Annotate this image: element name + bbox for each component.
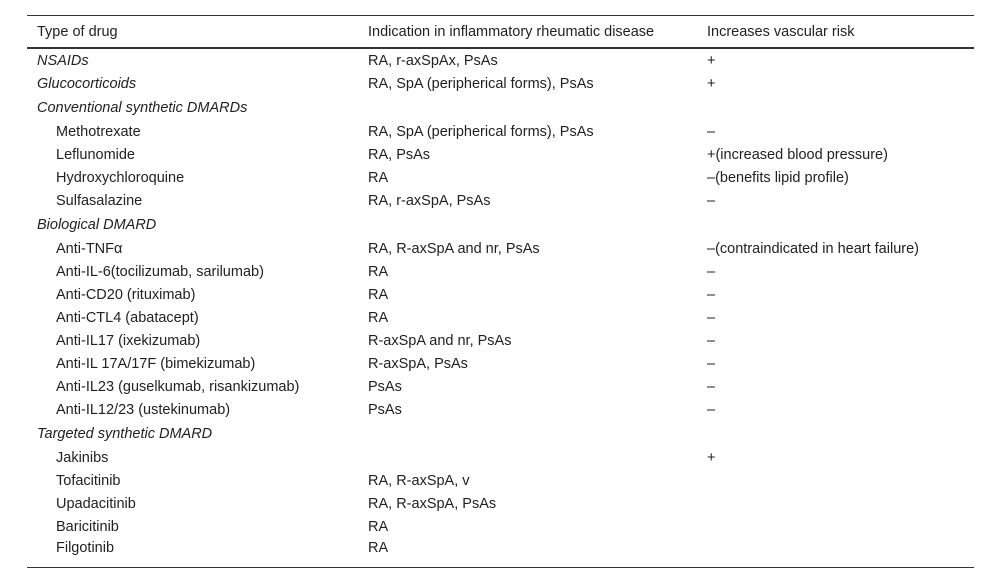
indication-cell: R-axSpA and nr, PsAs xyxy=(368,332,512,349)
risk-cell: – xyxy=(707,355,716,372)
risk-cell: – xyxy=(707,332,716,349)
indication-cell: RA, SpA (peripherical forms), PsAs xyxy=(368,123,594,140)
drug-name-cell: NSAIDs xyxy=(37,52,89,69)
table-row xyxy=(27,446,974,469)
indication-cell: R-axSpA, PsAs xyxy=(368,355,468,372)
drug-name-cell: Jakinibs xyxy=(56,449,109,466)
drug-name-cell: Anti-IL23 (guselkumab, risankizumab) xyxy=(56,378,300,395)
indication-cell: PsAs xyxy=(368,401,402,418)
risk-cell: + xyxy=(707,449,716,466)
risk-cell: + xyxy=(707,75,716,92)
indication-cell: RA xyxy=(368,286,389,303)
table-row xyxy=(27,329,974,352)
table-row xyxy=(27,283,974,306)
risk-cell xyxy=(697,515,974,538)
indication-cell: RA xyxy=(368,309,389,326)
table-header xyxy=(27,16,974,49)
table-row xyxy=(27,492,974,515)
table-body xyxy=(27,48,974,568)
table-row xyxy=(27,375,974,398)
category-row xyxy=(27,421,974,446)
risk-cell: – xyxy=(707,123,716,140)
risk-cell xyxy=(697,538,974,568)
risk-cell: –(contraindicated in heart failure) xyxy=(707,240,919,257)
risk-cell: + xyxy=(707,52,716,69)
indication-cell: RA, r-axSpAx, PsAs xyxy=(368,52,498,69)
drug-name-cell: Hydroxychloroquine xyxy=(56,169,185,186)
table-row xyxy=(27,515,974,538)
drug-name-cell: Baricitinib xyxy=(56,518,119,535)
table-row xyxy=(27,352,974,375)
indication-cell: RA xyxy=(368,540,389,556)
indication-cell xyxy=(358,212,697,237)
indication-cell xyxy=(358,446,697,469)
drug-name-cell: Glucocorticoids xyxy=(37,75,137,92)
indication-cell: RA xyxy=(368,518,389,535)
risk-cell xyxy=(697,421,974,446)
drug-name-cell: Anti-IL 17A/17F (bimekizumab) xyxy=(56,355,256,372)
category-cell: Biological DMARD xyxy=(37,216,157,233)
indication-cell xyxy=(358,95,697,120)
drug-name-cell: Anti-CTL4 (abatacept) xyxy=(56,309,199,326)
drug-name-cell: Anti-IL17 (ixekizumab) xyxy=(56,332,201,349)
risk-cell xyxy=(697,492,974,515)
table-row xyxy=(27,72,974,95)
drug-name-cell: Anti-CD20 (rituximab) xyxy=(56,286,196,303)
drug-name-cell: Tofacitinib xyxy=(56,472,121,489)
risk-cell: – xyxy=(707,378,716,395)
indication-cell: PsAs xyxy=(368,378,402,395)
risk-cell: – xyxy=(707,401,716,418)
category-row xyxy=(27,95,974,120)
table-row xyxy=(27,306,974,329)
risk-cell: – xyxy=(707,286,716,303)
drug-name-cell: Anti-IL12/23 (ustekinumab) xyxy=(56,401,231,418)
category-row xyxy=(27,212,974,237)
drug-name-cell: Filgotinib xyxy=(56,540,115,556)
table-row xyxy=(27,189,974,212)
drug-name-cell: Anti-IL-6(tocilizumab, sarilumab) xyxy=(56,263,264,280)
indication-cell: RA, R-axSpA, v xyxy=(368,472,470,489)
indication-cell: RA, R-axSpA and nr, PsAs xyxy=(368,240,540,257)
risk-cell: –(benefits lipid profile) xyxy=(707,169,849,186)
indication-cell: RA, r-axSpA, PsAs xyxy=(368,192,491,209)
risk-cell xyxy=(697,212,974,237)
table-row xyxy=(27,398,974,421)
risk-cell xyxy=(697,469,974,492)
drug-name-cell: Leflunomide xyxy=(56,146,135,163)
drug-name-cell: Anti-TNFα xyxy=(56,240,123,257)
risk-cell: – xyxy=(707,192,716,209)
header-indication: Indication in inflammatory rheumatic disease xyxy=(368,23,655,40)
indication-cell: RA, PsAs xyxy=(368,146,431,163)
category-cell: Targeted synthetic DMARD xyxy=(37,425,213,442)
table-row xyxy=(27,237,974,260)
category-cell: Conventional synthetic DMARDs xyxy=(37,99,248,116)
table-row xyxy=(27,48,974,72)
risk-cell: – xyxy=(707,263,716,280)
drug-name-cell: Upadacitinib xyxy=(56,495,136,512)
drug-name-cell: Sulfasalazine xyxy=(56,192,143,209)
indication-cell: RA, SpA (peripherical forms), PsAs xyxy=(368,75,594,92)
table-row xyxy=(27,143,974,166)
indication-cell: RA xyxy=(368,169,389,186)
table-row xyxy=(27,166,974,189)
table-row xyxy=(27,260,974,283)
risk-cell xyxy=(697,95,974,120)
indication-cell: RA, R-axSpA, PsAs xyxy=(368,495,497,512)
header-row xyxy=(27,16,974,49)
drug-name-cell: Methotrexate xyxy=(56,123,141,140)
indication-cell xyxy=(358,421,697,446)
table-row xyxy=(27,538,974,568)
drug-table xyxy=(27,15,974,568)
header-drug-type: Type of drug xyxy=(37,23,118,40)
table-row xyxy=(27,469,974,492)
table-row xyxy=(27,120,974,143)
drug-table-container xyxy=(27,15,974,568)
header-vascular-risk: Increases vascular risk xyxy=(707,23,855,40)
risk-cell: – xyxy=(707,309,716,326)
indication-cell: RA xyxy=(368,263,389,280)
risk-cell: +(increased blood pressure) xyxy=(707,146,888,163)
